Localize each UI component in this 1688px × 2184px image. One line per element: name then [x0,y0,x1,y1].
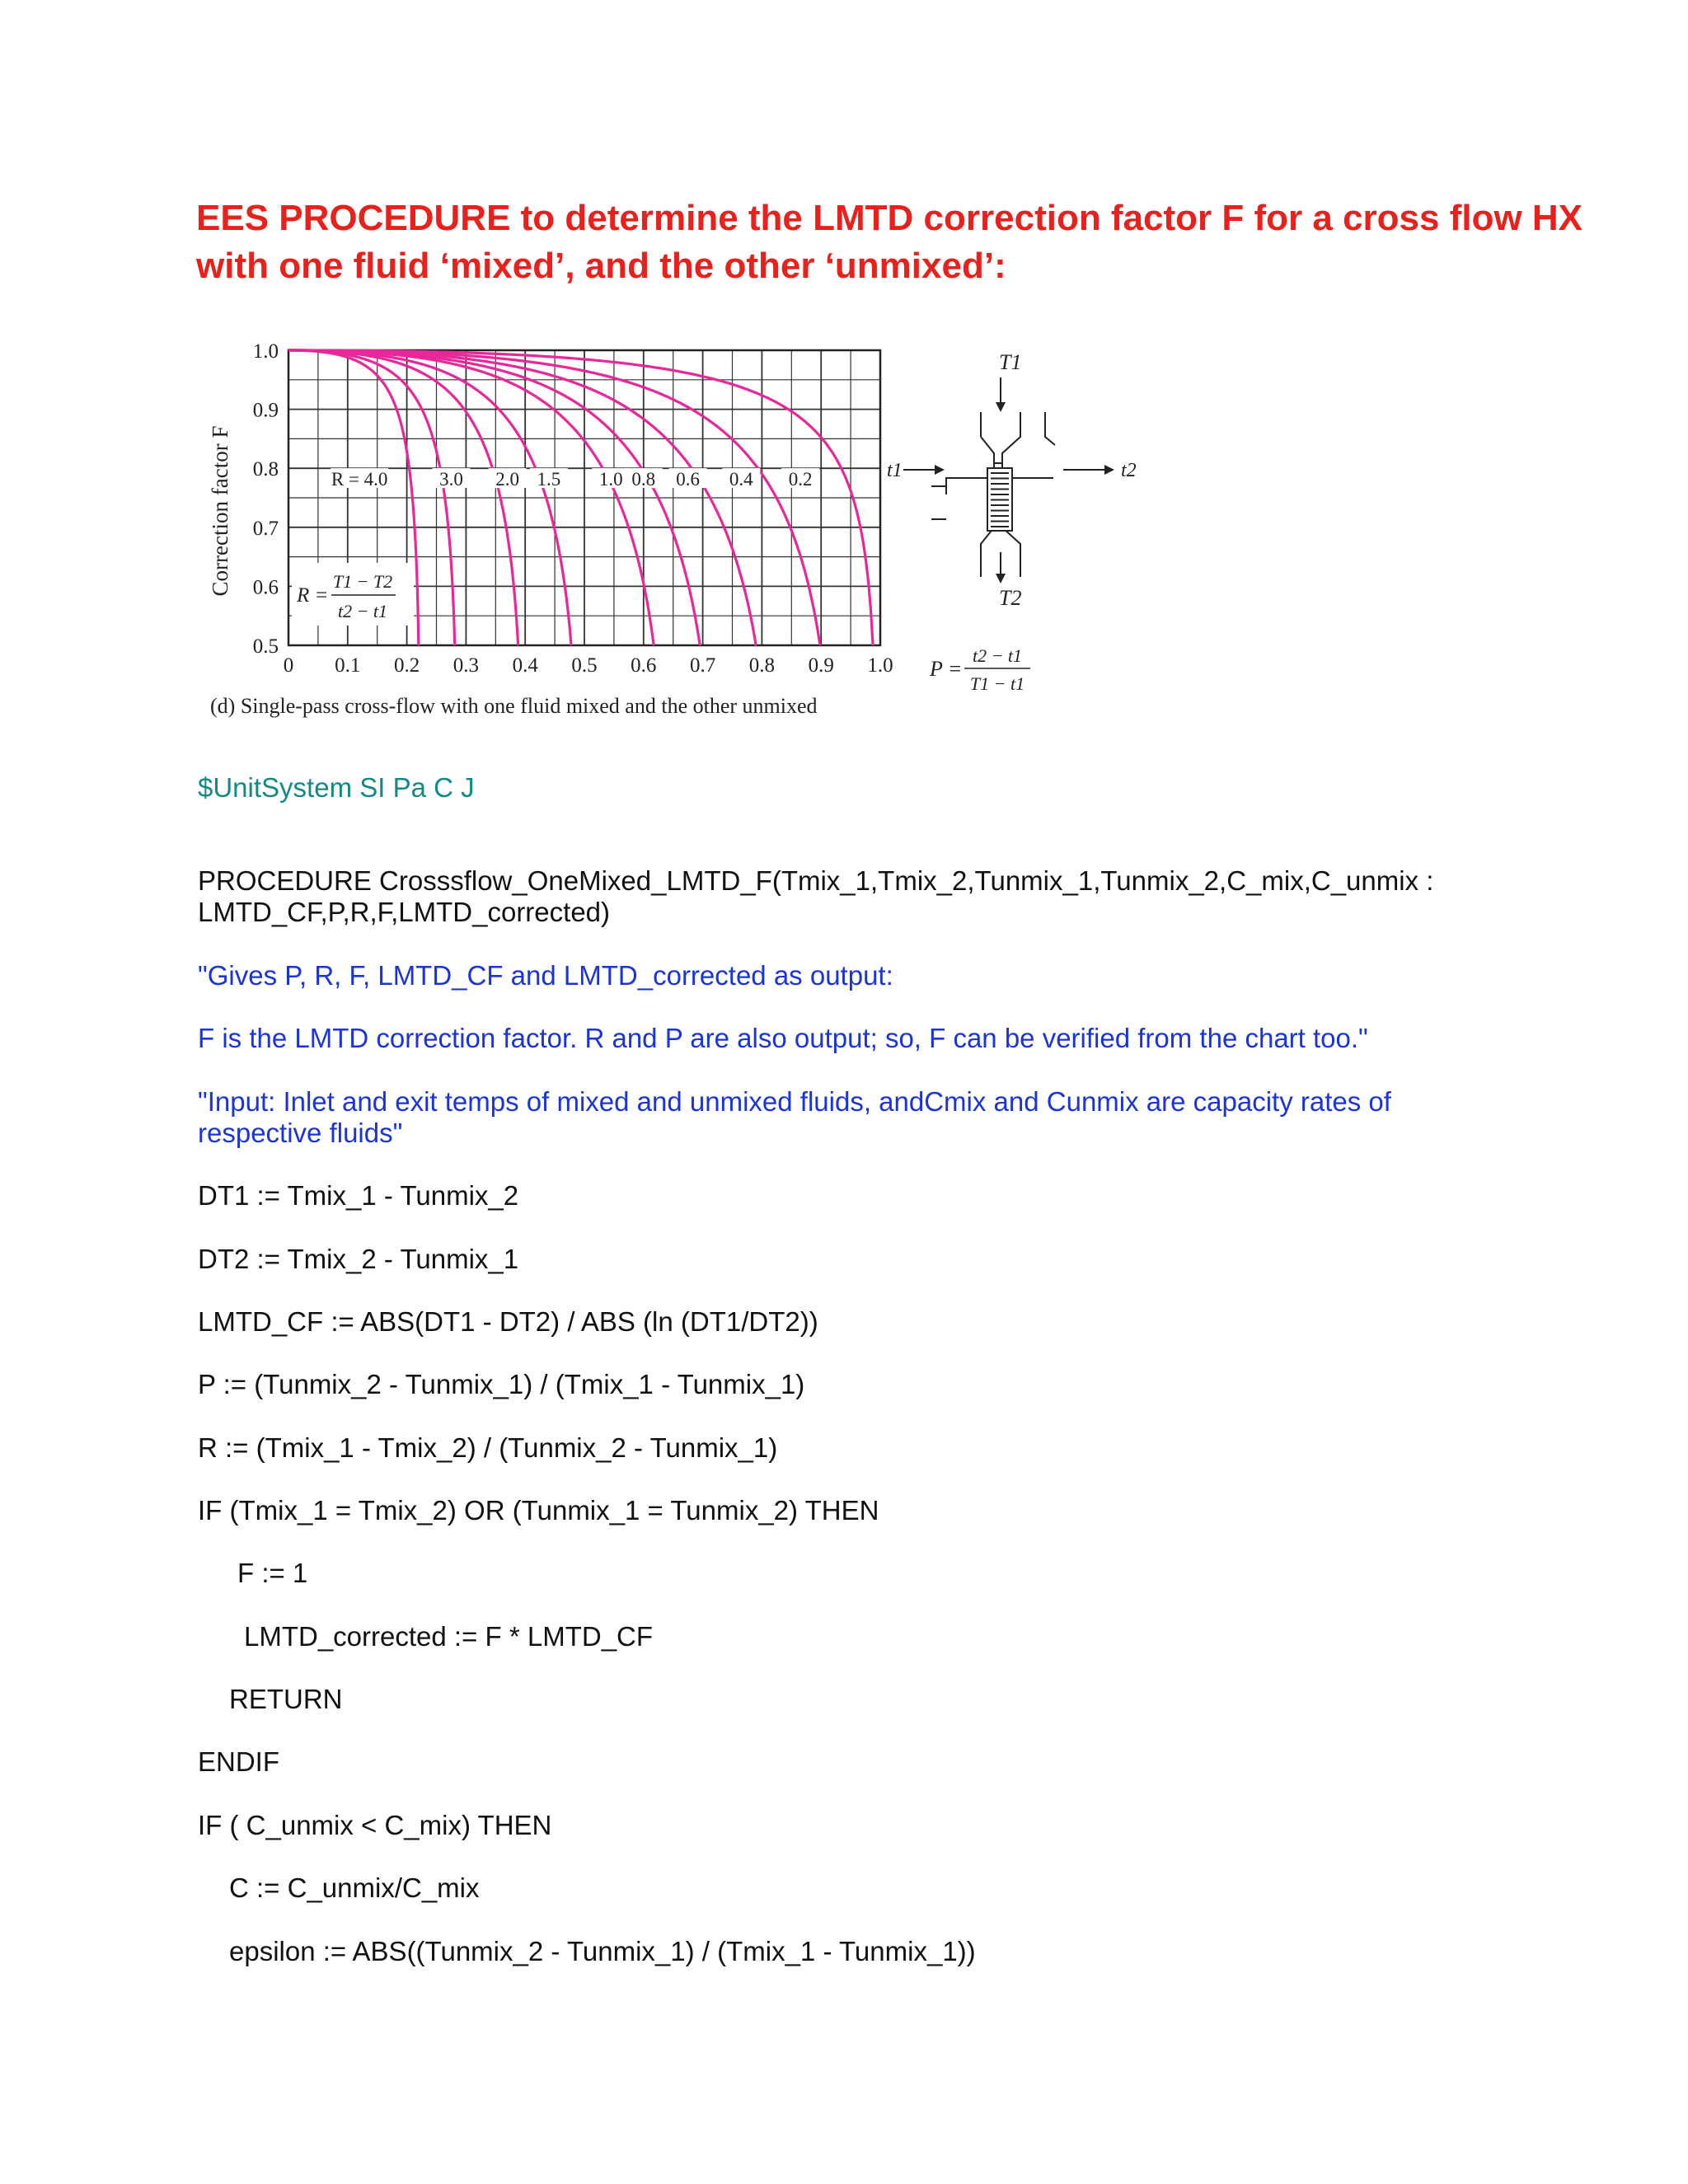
schematic-label-T2: T2 [999,586,1022,610]
comment-input-line-1: "Input: Inlet and exit temps of mixed and unmixed fluids, andCmix and Cunmix are capacity rates of [198,1086,1391,1117]
y-tick-label: 0.6 [252,576,279,599]
curve-label-3: 1.5 [537,469,561,490]
curve-label-8: 0.2 [788,469,813,490]
r-formula-denominator: t2 − t1 [337,601,388,621]
code-line-return: RETURN [229,1684,343,1714]
y-tick-label: 0.9 [252,399,279,422]
code-line-p: P := (Tunmix_2 - Tunmix_1) / (Tmix_1 - Tunmix_1) [198,1369,805,1399]
p-formula-denominator: T1 − t1 [969,673,1025,694]
x-tick-label: 0.7 [689,654,716,677]
title-line-1: EES PROCEDURE to determine the LMTD correction factor F for a cross flow HX [196,198,1583,238]
schematic-label-t1: t1 [887,460,903,481]
r-formula-label: R = [297,584,329,607]
p-formula-numerator: t2 − t1 [972,645,1023,666]
y-tick-label: 1.0 [252,340,279,363]
arrow-head-icon [935,465,945,475]
r-formula-numerator: T1 − T2 [332,571,393,592]
curve-label-1: 3.0 [439,469,463,490]
x-tick-label: 0.2 [393,654,420,677]
unit-system-line: $UnitSystem SI Pa C J [198,772,475,803]
code-line-endif: ENDIF [198,1746,279,1777]
code-line-if-equal: IF (Tmix_1 = Tmix_2) OR (Tunmix_1 = Tunmix_2) THEN [198,1495,879,1526]
x-tick-label: 0.6 [631,654,657,677]
arrow-head-icon [1104,465,1114,475]
schematic-label-t2: t2 [1121,460,1137,481]
y-tick-label: 0.5 [252,635,279,658]
chart-y-axis-label: Correction factor F [208,425,232,597]
x-tick-label: 1.0 [867,654,893,677]
comment-output-line-1: "Gives P, R, F, LMTD_CF and LMTD_corrected as output: [198,960,893,991]
chart-ticks [253,340,893,677]
code-line-lmtd-cf: LMTD_CF := ABS(DT1 - DT2) / ABS (ln (DT1/DT2)) [198,1306,818,1337]
x-tick-label: 0.1 [335,654,361,677]
y-tick-label: 0.8 [252,458,279,481]
comment-output-line-2: F is the LMTD correction factor. R and P are also output; so, F can be verified from the chart too." [198,1023,1368,1053]
chart-caption: (d) Single-pass cross-flow with one fluid mixed and the other unmixed [210,694,818,718]
schematic-label-T1: T1 [999,350,1022,374]
code-line-dt2: DT2 := Tmix_2 - Tunmix_1 [198,1244,519,1274]
procedure-header-line-2: LMTD_CF,P,R,F,LMTD_corrected) [198,897,611,927]
p-formula-label: P = [930,657,963,681]
x-tick-label: 0 [283,654,294,677]
x-tick-label: 0.3 [452,654,480,677]
code-line-f-equals-1: F := 1 [237,1558,308,1588]
code-line-lmtd-corrected: LMTD_corrected := F * LMTD_CF [244,1621,654,1652]
x-tick-label: 0.8 [748,654,776,677]
curve-label-0: R = 4.0 [331,469,388,490]
correction-factor-figure [206,330,1137,725]
curve-label-5: 0.8 [631,469,656,490]
curve-label-2: 2.0 [495,469,520,490]
r-formula [292,563,414,626]
curve-label-6: 0.6 [676,469,701,490]
code-line-epsilon: epsilon := ABS((Tunmix_2 - Tunmix_1) / (Tmix_1 - Tunmix_1)) [229,1936,976,1966]
arrow-head-icon [996,402,1006,412]
curve-label-4: 1.0 [598,469,623,490]
code-line-dt1: DT1 := Tmix_1 - Tunmix_2 [198,1180,519,1211]
x-tick-label: 0.5 [571,654,598,677]
comment-input-line-2: respective fluids" [198,1118,403,1148]
procedure-header-line-1: PROCEDURE Crosssflow_OneMixed_LMTD_F(Tmix_1,Tmix_2,Tunmix_1,Tunmix_2,C_mix,C_unmix : [198,865,1434,896]
title-line-2: with one fluid ‘mixed’, and the other ‘unmixed’: [196,246,1006,286]
y-tick-label: 0.7 [252,517,279,540]
curve-label-7: 0.4 [729,469,753,490]
arrow-head-icon [996,574,1006,583]
x-tick-label: 0.4 [512,654,538,677]
code-line-if-capacity: IF ( C_unmix < C_mix) THEN [198,1810,552,1840]
code-line-c-ratio: C := C_unmix/C_mix [229,1872,480,1903]
x-tick-label: 0.9 [808,654,834,677]
document-title [196,194,1583,290]
p-formula [929,645,1030,694]
code-line-r: R := (Tmix_1 - Tmix_2) / (Tunmix_2 - Tunmix_1) [198,1432,778,1463]
chart-curve-labels [331,468,819,490]
